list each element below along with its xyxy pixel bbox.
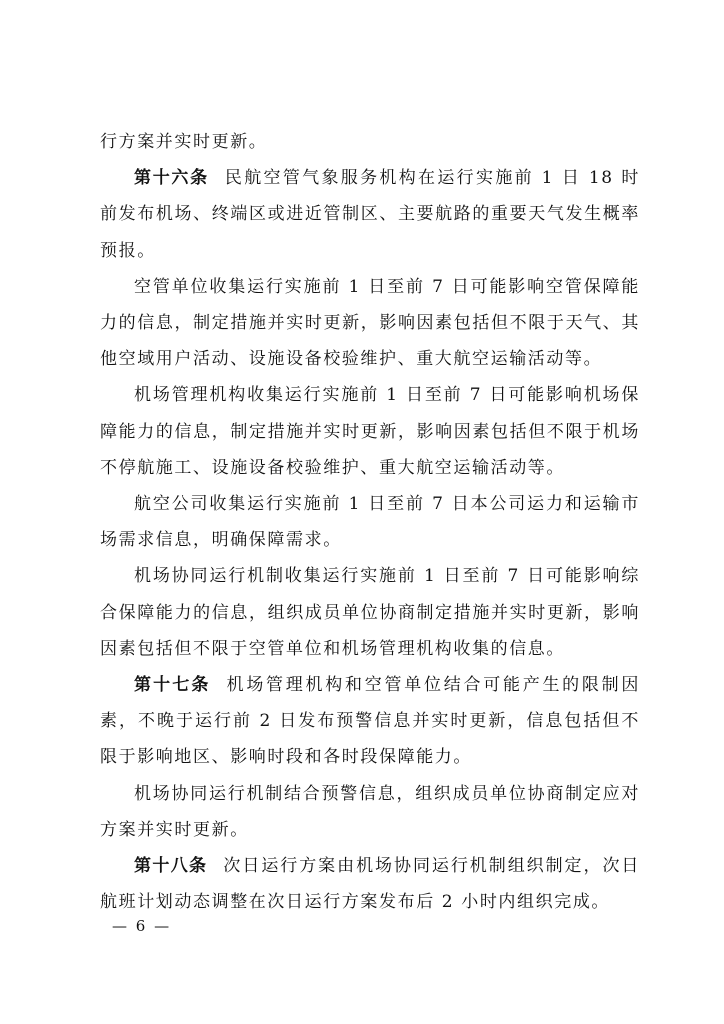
article-number: 第十八条	[134, 856, 208, 877]
article-18-paragraph	[100, 848, 640, 920]
paragraph-text: 空管单位收集运行实施前 1 日至前 7 日可能影响空管保障能力的信息，制定措施并实时更新，影响因素包括但不限于天气、其他空域用户活动、设施设备校验维护、重大航空运输活动等。	[100, 276, 640, 370]
paragraph-text: 机场管理机构收集运行实施前 1 日至前 7 日可能影响机场保障能力的信息，制定措施并实时更新，影响因素包括但不限于机场不停航施工、设施设备校验维护、重大航空运输活动等。	[100, 385, 640, 478]
page-number: — 6 —	[112, 917, 172, 935]
paragraph-text: 民航空管气象服务机构在运行实施前 1 日 18 时前发布机场、终端区或进近管制区、主要航路的重要天气发生概率预报。	[100, 168, 641, 261]
article-16-paragraph	[100, 160, 640, 269]
paragraph-8	[100, 776, 640, 848]
paragraph-6	[100, 558, 640, 667]
article-number: 第十七条	[134, 675, 211, 696]
paragraph-text: 机场管理机构和空管单位结合可能产生的限制因素，不晚于运行前 2 日发布预警信息并实时更新，信息包括但不限于影响地区、影响时段和各时段保障能力。	[100, 675, 641, 768]
article-17-paragraph	[100, 667, 640, 776]
paragraph-3	[100, 269, 640, 378]
paragraph-5	[100, 486, 640, 558]
paragraph-1	[100, 124, 640, 160]
paragraph-text: 航空公司收集运行实施前 1 日至前 7 日本公司运力和运输市场需求信息，明确保障需求。	[100, 494, 640, 551]
paragraph-text: 机场协同运行机制结合预警信息，组织成员单位协商制定应对方案并实时更新。	[100, 783, 640, 840]
paragraph-text: 机场协同运行机制收集运行实施前 1 日至前 7 日可能影响综合保障能力的信息，组织成员单位协商制定措施并实时更新，影响因素包括但不限于空管单位和机场管理机构收集的信息。	[100, 566, 640, 659]
article-number: 第十六条	[134, 168, 209, 189]
paragraph-4	[100, 377, 640, 486]
paragraph-text: 行方案并实时更新。	[100, 132, 268, 152]
body-text	[100, 124, 640, 920]
paragraph-text: 次日运行方案由机场协同运行机制组织制定，次日航班计划动态调整在次日运行方案发布后 2 小时内组织完成。	[100, 856, 641, 913]
